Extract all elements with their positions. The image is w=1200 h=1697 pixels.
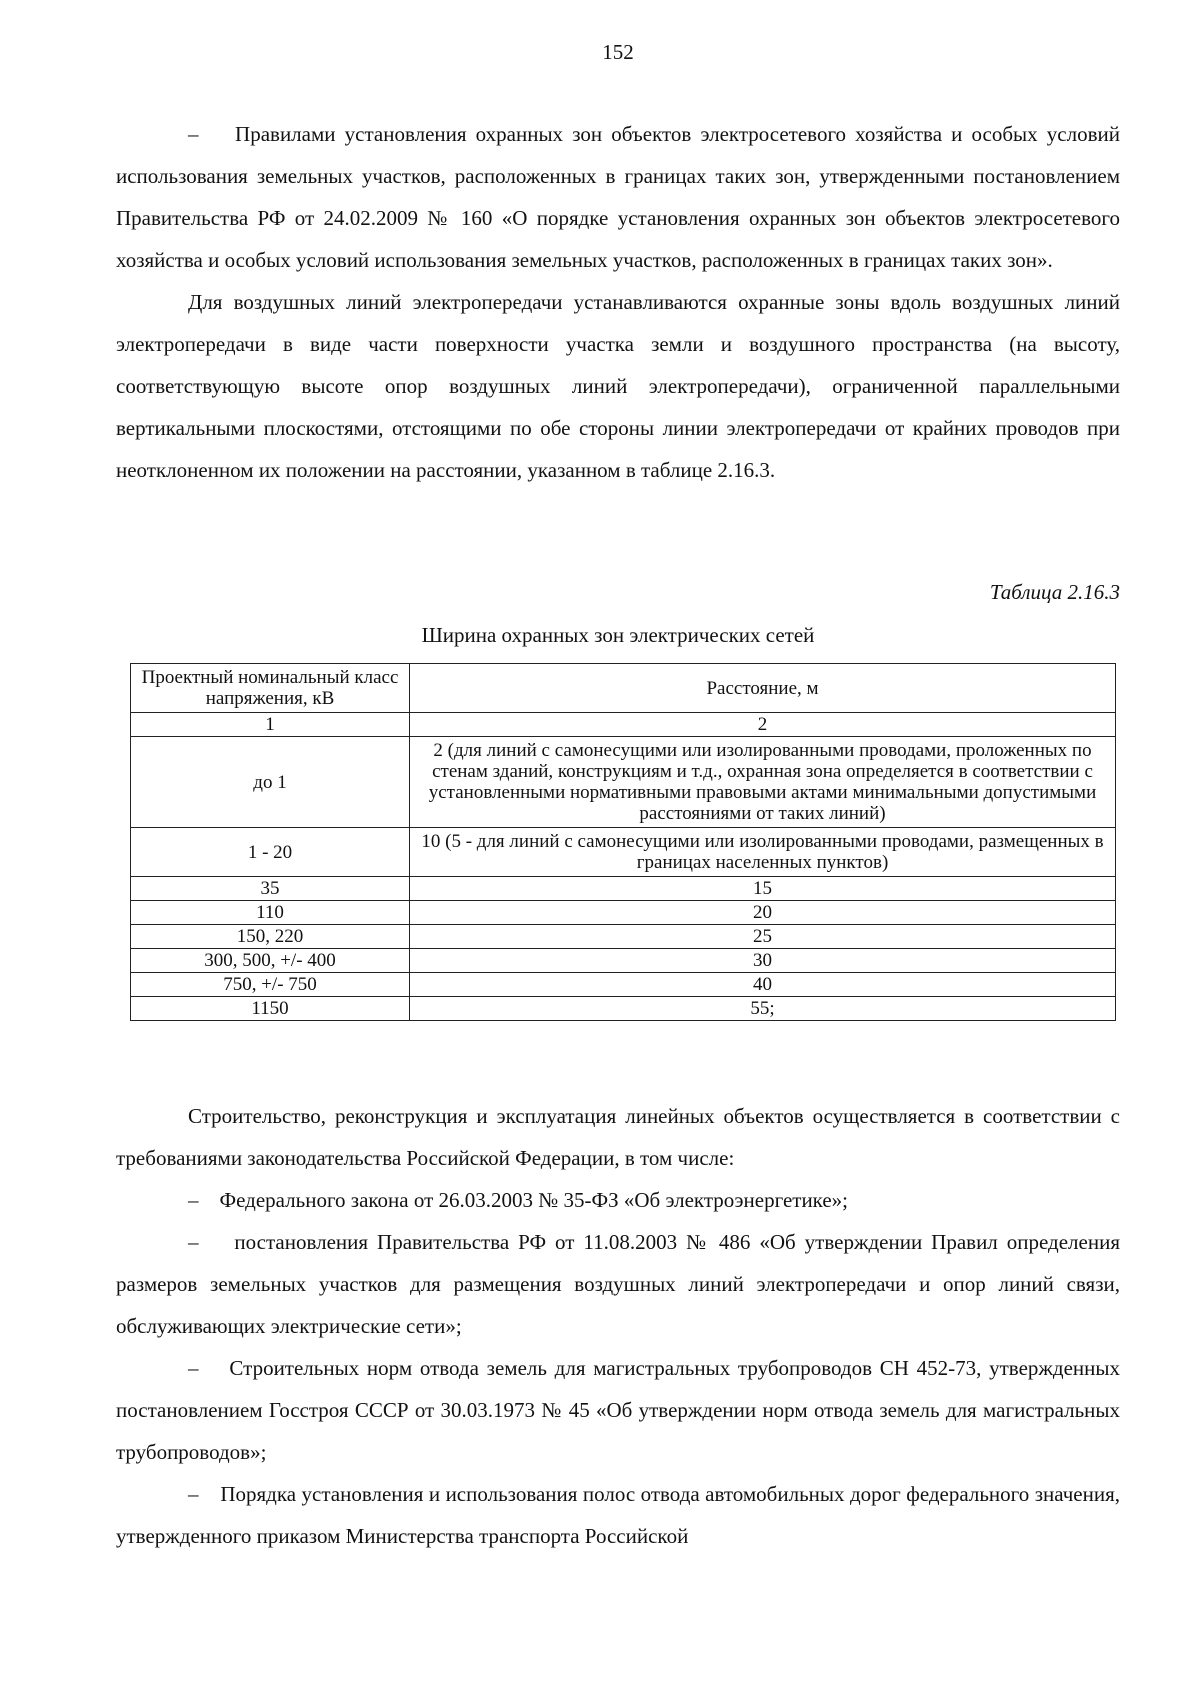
table-header-row <box>131 664 1116 713</box>
table-caption: Ширина охранных зон электрических сетей <box>421 623 815 647</box>
table-row <box>131 925 1116 949</box>
voltage-cell: 1150 <box>131 997 410 1021</box>
column-number-2: 2 <box>410 713 1116 737</box>
distance-cell: 25 <box>410 925 1116 949</box>
body-text-bottom <box>116 1095 1120 1557</box>
paragraph-road-allotment-bullet: – Порядка установления и использования полос отвода автомобильных дорог федерального значения, утвержденного приказом Министерства транспорта Российской <box>116 1482 1120 1548</box>
table-row <box>131 828 1116 877</box>
paragraph-construction: Строительство, реконструкция и эксплуатация линейных объектов осуществляется в соответствии с требованиями законодательства Российской Федерации, в том числе: <box>116 1104 1120 1170</box>
distance-cell: 40 <box>410 973 1116 997</box>
distance-cell: 2 (для линий с самонесущими или изолированными проводами, проложенных по стенам зданий, конструкциям и т.д., охранная зона определяется в соответствии с установленными нормативными правовыми актами минимальными допустимыми расстояниями от таких линий) <box>410 737 1116 828</box>
voltage-cell: 1 - 20 <box>131 828 410 877</box>
distance-cell: 15 <box>410 877 1116 901</box>
paragraph-rules-bullet: – Правилами установления охранных зон объектов электросетевого хозяйства и особых условий использования земельных участков, расположенных в границах таких зон, утвержденными постановлением Правительства РФ от 24.02.2009 № 160 «О порядке установления охранных зон объектов электросетевого хозяйства и особых условий использования земельных участков, расположенных в границах таких зон». <box>116 122 1120 272</box>
page-number: 152 <box>602 40 634 64</box>
voltage-cell: 750, +/- 750 <box>131 973 410 997</box>
paragraph-federal-law-bullet: – Федерального закона от 26.03.2003 № 35-ФЗ «Об электроэнергетике»; <box>188 1188 849 1212</box>
protection-zones-table <box>130 663 1116 1021</box>
table-row <box>131 737 1116 828</box>
voltage-cell: 35 <box>131 877 410 901</box>
table-label: Таблица 2.16.3 <box>989 580 1120 604</box>
voltage-cell: 150, 220 <box>131 925 410 949</box>
table-row <box>131 973 1116 997</box>
table-row <box>131 949 1116 973</box>
distance-cell: 10 (5 - для линий с самонесущими или изолированными проводами, размещенных в границах населенных пунктов) <box>410 828 1116 877</box>
table-row <box>131 877 1116 901</box>
distance-cell: 55; <box>410 997 1116 1021</box>
voltage-cell: 300, 500, +/- 400 <box>131 949 410 973</box>
paragraph-government-decree-bullet: – постановления Правительства РФ от 11.08.2003 № 486 «Об утверждении Правил определения размеров земельных участков для размещения воздушных линий электропередачи и опор линий связи, обслуживающих электрические сети»; <box>116 1230 1120 1338</box>
header-distance: Расстояние, м <box>410 664 1116 713</box>
table-row <box>131 997 1116 1021</box>
voltage-cell: до 1 <box>131 737 410 828</box>
distance-cell: 20 <box>410 901 1116 925</box>
body-text-top <box>116 113 1120 491</box>
column-number-1: 1 <box>131 713 410 737</box>
distance-cell: 30 <box>410 949 1116 973</box>
table-row <box>131 901 1116 925</box>
table-numbering-row <box>131 713 1116 737</box>
paragraph-construction-norms-bullet: – Строительных норм отвода земель для магистральных трубопроводов СН 452-73, утвержденных постановлением Госстроя СССР от 30.03.1973 № 45 «Об утверждении норм отвода земель для магистральных трубопроводов»; <box>116 1356 1120 1464</box>
voltage-cell: 110 <box>131 901 410 925</box>
paragraph-overhead-lines: Для воздушных линий электропередачи устанавливаются охранные зоны вдоль воздушных линий электропередачи в виде части поверхности участка земли и воздушного пространства (на высоту, соответствующую высоте опор воздушных линий электропередачи), ограниченной параллельными вертикальными плоскостями, отстоящими по обе стороны линии электропередачи от крайних проводов при неотклоненном их положении на расстоянии, указанном в таблице 2.16.3. <box>116 290 1120 482</box>
header-voltage-class: Проектный номинальный класс напряжения, кВ <box>131 664 410 713</box>
